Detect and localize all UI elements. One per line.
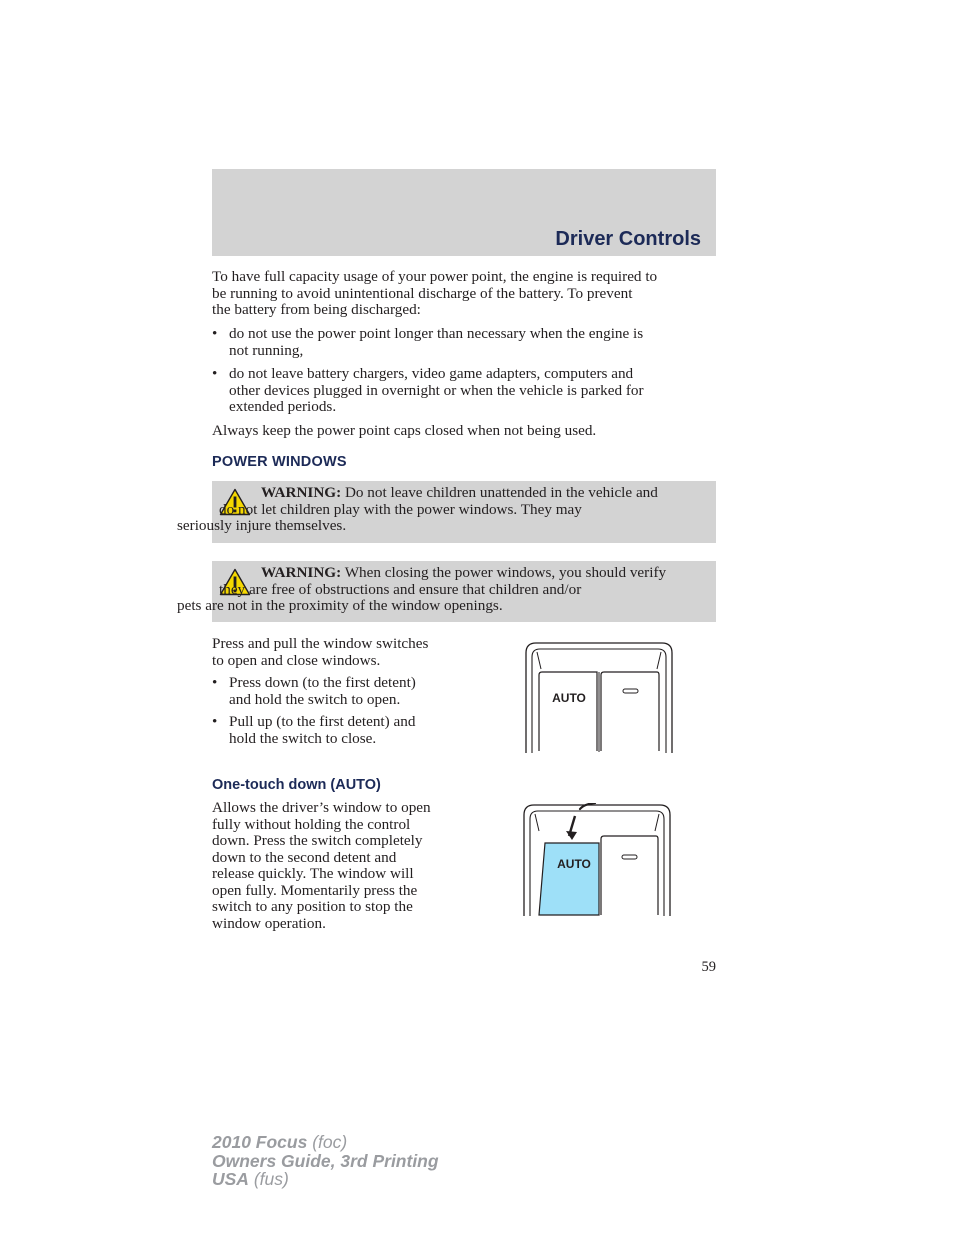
- closing-paragraph: Always keep the power point caps closed when not being used.: [212, 422, 597, 439]
- text-line: do not leave battery chargers, video game adapters, computers and: [229, 365, 634, 382]
- list-item: [212, 366, 712, 416]
- power-windows-intro: [212, 636, 428, 669]
- text-line: and hold the switch to open.: [229, 690, 401, 708]
- text-line: extended periods.: [229, 398, 337, 415]
- footer-market-code: (fus): [248, 1169, 289, 1189]
- bullet-marker: •: [212, 713, 218, 730]
- warning-box: [177, 561, 716, 622]
- list-item-text: [229, 326, 643, 359]
- text-line: When closing the power windows, you should verify: [344, 564, 667, 581]
- text-line: Press and pull the window switches: [212, 635, 429, 652]
- text-line: do not use the power point longer than necessary when the engine is: [229, 325, 644, 342]
- footer-print-info: [212, 1133, 439, 1189]
- footer-model: 2010 Focus: [212, 1132, 308, 1152]
- text-line: down. Press the switch completely: [212, 832, 423, 849]
- auto-label: AUTO: [557, 857, 591, 871]
- text-line: do not let children play with the power windows. They may: [219, 500, 582, 518]
- text-line: Press down (to the first detent): [229, 674, 416, 691]
- warning-box: [177, 481, 716, 543]
- text-line: the battery from being discharged:: [212, 301, 421, 318]
- section-heading-one-touch: One-touch down (AUTO): [212, 777, 381, 793]
- footer-market: USA: [212, 1169, 249, 1189]
- text-line: be running to avoid unintentional discharge of the battery. To prevent: [212, 284, 633, 302]
- list-item-text: [229, 714, 415, 747]
- text-line: open fully. Momentarily press the: [212, 881, 418, 899]
- intro-paragraph: [212, 269, 657, 319]
- text-line: other devices plugged in overnight or when the vehicle is parked for: [229, 381, 644, 399]
- text-line: down to the second detent and: [212, 848, 397, 866]
- list-item-text: [229, 675, 416, 708]
- text-line: To have full capacity usage of your power point, the engine is required to: [212, 268, 658, 285]
- footer-guide: Owners Guide, 3rd Printing: [212, 1150, 439, 1171]
- window-switch-figure: [522, 641, 676, 754]
- section-heading-power-windows: POWER WINDOWS: [212, 454, 347, 470]
- text-line: window operation.: [212, 914, 326, 932]
- text-line: seriously injure themselves.: [177, 517, 347, 534]
- text-line: Do not leave children unattended in the vehicle and: [344, 484, 658, 501]
- list-item: [212, 675, 472, 709]
- warning-label: WARNING:: [261, 484, 342, 501]
- text-line: to open and close windows.: [212, 651, 381, 669]
- bullet-marker: •: [212, 674, 218, 691]
- text-line: they are free of obstructions and ensure that children and/or: [219, 580, 582, 598]
- text-line: Allows the driver’s window to open: [212, 799, 431, 816]
- list-item: [212, 326, 712, 360]
- text-line: switch to any position to stop the: [212, 898, 413, 915]
- auto-label: AUTO: [552, 691, 586, 705]
- warning-text: [177, 564, 709, 615]
- header-band: [212, 169, 716, 256]
- warning-text: [177, 484, 709, 535]
- page-title: Driver Controls: [555, 228, 701, 250]
- text-line: pets are not in the proximity of the window openings.: [177, 597, 503, 614]
- text-line: not running,: [229, 341, 304, 359]
- text-line: Pull up (to the first detent) and: [229, 713, 416, 730]
- bullet-marker: •: [212, 325, 218, 342]
- text-line: hold the switch to close.: [229, 729, 377, 747]
- one-touch-paragraph: [212, 800, 431, 932]
- footer-model-code: (foc): [307, 1132, 348, 1152]
- window-switch-auto-figure: [520, 803, 676, 917]
- text-line: release quickly. The window will: [212, 865, 414, 882]
- text-line: fully without holding the control: [212, 815, 411, 833]
- list-item-text: [229, 366, 644, 416]
- warning-label: WARNING:: [261, 564, 342, 581]
- page-number: 59: [701, 959, 716, 975]
- pressed-switch: [539, 843, 599, 915]
- bullet-marker: •: [212, 365, 218, 382]
- list-item: [212, 714, 472, 748]
